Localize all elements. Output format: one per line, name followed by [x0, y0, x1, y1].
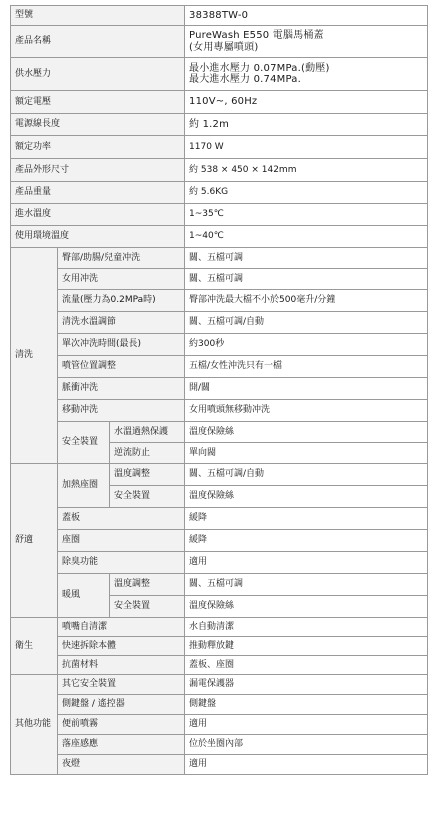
label-pre-mist: 便前噴霧	[58, 715, 185, 735]
label-flow: 流量(壓力為0.2MPa時)	[58, 290, 185, 312]
value-model: 38388TW-0	[185, 6, 428, 26]
table-row	[11, 552, 428, 574]
label-size: 產品外形尺寸	[11, 159, 185, 182]
value-deodor: 適用	[185, 552, 428, 574]
value-lid: 緩降	[185, 508, 428, 530]
label-product-name: 產品名稱	[11, 26, 185, 58]
label-detach: 快速拆除本體	[58, 637, 185, 656]
product-name-line1: PureWash E550 電腦馬桶蓋	[189, 30, 324, 41]
label-move: 移動冲洗	[58, 400, 185, 422]
label-env-temp: 使用環境溫度	[11, 226, 185, 248]
table-row	[11, 312, 428, 334]
value-remote: 側鍵盤	[185, 695, 428, 715]
label-wash-time: 單次冲洗時間(最長)	[58, 334, 185, 356]
label-deodor: 除臭功能	[58, 552, 185, 574]
table-row	[11, 6, 428, 26]
value-weight: 約 5.6KG	[185, 182, 428, 204]
label-pressure: 供水壓力	[11, 58, 185, 91]
value-pulse: 開/關	[185, 378, 428, 400]
group-other: 其他功能	[11, 675, 58, 775]
table-row	[11, 226, 428, 248]
value-other-safety: 漏電保護器	[185, 675, 428, 695]
value-water-temp: 1~35℃	[185, 204, 428, 226]
value-dryer-safety: 溫度保險絲	[185, 596, 428, 618]
table-row	[11, 26, 428, 58]
value-self-clean: 水自動清潔	[185, 618, 428, 637]
label-dryer-safety: 安全裝置	[110, 596, 185, 618]
table-row	[11, 159, 428, 182]
label-ring: 座圈	[58, 530, 185, 552]
value-env-temp: 1~40℃	[185, 226, 428, 248]
value-cord: 約 1.2m	[185, 114, 428, 136]
label-power: 額定功率	[11, 136, 185, 159]
label-voltage: 額定電壓	[11, 91, 185, 114]
value-hip-wash: 關、五檔可調	[185, 248, 428, 269]
label-dryer-temp: 溫度調整	[110, 574, 185, 596]
table-row	[11, 675, 428, 695]
pressure-line2: 最大進水壓力 0.74MPa.	[189, 74, 301, 85]
table-row	[11, 356, 428, 378]
value-size: 約 538 × 450 × 142mm	[185, 159, 428, 182]
label-heated-seat: 加熱座圈	[58, 464, 110, 508]
value-dryer-temp: 關、五檔可調	[185, 574, 428, 596]
value-detach: 推動釋放鍵	[185, 637, 428, 656]
label-hip-wash: 臀部/助腸/兒童冲洗	[58, 248, 185, 269]
table-row	[11, 400, 428, 422]
label-model: 型號	[11, 6, 185, 26]
value-pre-mist: 適用	[185, 715, 428, 735]
table-row	[11, 464, 428, 486]
label-overheat: 水溫過熱保護	[110, 422, 185, 443]
value-seat-sensor: 位於坐圈內部	[185, 735, 428, 755]
label-lid: 蓋板	[58, 508, 185, 530]
table-row	[11, 656, 428, 675]
label-female-wash: 女用冲洗	[58, 269, 185, 290]
label-self-clean: 噴嘴自清潔	[58, 618, 185, 637]
value-female-wash: 關、五檔可調	[185, 269, 428, 290]
value-ring: 緩降	[185, 530, 428, 552]
label-nozzle: 噴管位置調整	[58, 356, 185, 378]
value-seat-temp: 關、五檔可調/自動	[185, 464, 428, 486]
spec-table	[10, 5, 428, 775]
table-row	[11, 530, 428, 552]
value-wash-time: 約300秒	[185, 334, 428, 356]
value-backflow: 單向閥	[185, 443, 428, 464]
table-row	[11, 755, 428, 775]
value-power: 1170 W	[185, 136, 428, 159]
value-overheat: 溫度保險絲	[185, 422, 428, 443]
label-backflow: 逆流防止	[110, 443, 185, 464]
group-clean: 清洗	[11, 248, 58, 464]
value-wash-temp: 關、五檔可調/自動	[185, 312, 428, 334]
pressure-line1: 最小進水壓力 0.07MPa.(動壓)	[189, 62, 330, 74]
value-seat-safety: 溫度保險絲	[185, 486, 428, 508]
label-seat-safety: 安全裝置	[110, 486, 185, 508]
group-hygiene: 衛生	[11, 618, 58, 675]
table-row	[11, 269, 428, 290]
label-dryer: 暖風	[58, 574, 110, 618]
table-row	[11, 290, 428, 312]
table-row	[11, 114, 428, 136]
group-comfort: 舒適	[11, 464, 58, 618]
table-row	[11, 334, 428, 356]
value-flow: 臀部冲洗最大檔不小於500毫升/分鐘	[185, 290, 428, 312]
table-row	[11, 248, 428, 269]
value-product-name	[185, 26, 428, 58]
label-clean-safety: 安全裝置	[58, 422, 110, 464]
table-row	[11, 618, 428, 637]
label-seat-temp: 溫度調整	[110, 464, 185, 486]
label-seat-sensor: 落座感應	[58, 735, 185, 755]
table-row	[11, 422, 428, 443]
value-night-light: 適用	[185, 755, 428, 775]
table-row	[11, 574, 428, 596]
table-row	[11, 58, 428, 91]
table-row	[11, 204, 428, 226]
table-row	[11, 695, 428, 715]
value-nozzle: 五檔/女性沖洗只有一檔	[185, 356, 428, 378]
label-remote: 側鍵盤 / 遙控器	[58, 695, 185, 715]
table-row	[11, 182, 428, 204]
table-row	[11, 735, 428, 755]
value-antibacterial: 蓋板、座圈	[185, 656, 428, 675]
table-row	[11, 91, 428, 114]
table-row	[11, 508, 428, 530]
label-night-light: 夜燈	[58, 755, 185, 775]
label-wash-temp: 清洗水溫調節	[58, 312, 185, 334]
table-row	[11, 136, 428, 159]
label-other-safety: 其它安全裝置	[58, 675, 185, 695]
label-pulse: 脈衝冲洗	[58, 378, 185, 400]
product-name-line2: (女用專屬噴頭)	[189, 41, 259, 53]
value-pressure	[185, 58, 428, 91]
table-row	[11, 715, 428, 735]
label-cord: 電源線長度	[11, 114, 185, 136]
table-row	[11, 637, 428, 656]
label-water-temp: 進水溫度	[11, 204, 185, 226]
table-row	[11, 378, 428, 400]
value-move: 女用噴頭無移動冲洗	[185, 400, 428, 422]
label-antibacterial: 抗菌材料	[58, 656, 185, 675]
value-voltage: 110V~, 60Hz	[185, 91, 428, 114]
label-weight: 產品重量	[11, 182, 185, 204]
